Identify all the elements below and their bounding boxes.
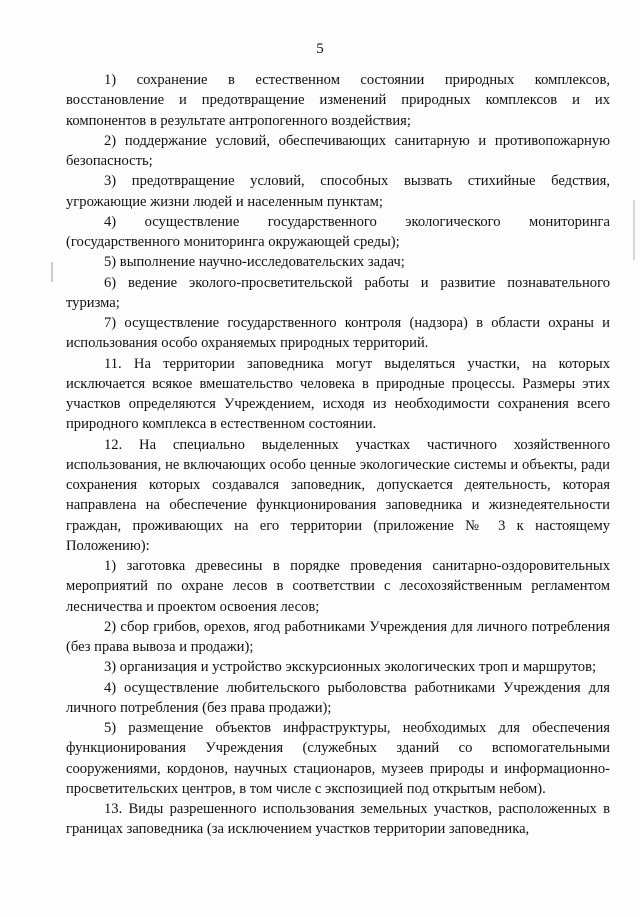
list-item-3: 3) предотвращение условий, способных вызвать стихийные бедствия, угрожающие жизни людей и населенным пунктам; xyxy=(66,173,610,210)
list-item-1: 1) сохранение в естественном состоянии природных комплексов, восстановление и предотвращение изменений природных комплексов и их компонентов в результате антропогенного воздействия; xyxy=(66,72,610,129)
clause-12: 12. На специально выделенных участках частичного хозяйственного использования, не включающих особо ценные экологические системы и объекты, ради сохранения которых создавался заповедник, допускается деятельность, которая направлена на обеспечение функционирования заповедника и жизнедеятельности граждан, проживающих на его территории (приложение № 3 к настоящему Положению): xyxy=(66,436,610,554)
clause-12-item-1: 1) заготовка древесины в порядке проведения санитарно-оздоровительных мероприятий по охране лесов в соответствии с лесохозяйственным регламентом лесничества и проектом освоения лесов; xyxy=(66,558,610,615)
list-item-7: 7) осуществление государственного контроля (надзора) в области охраны и использования особо охраняемых природных территорий. xyxy=(66,315,610,352)
list-item-5: 5) выполнение научно-исследовательских задач; xyxy=(104,254,405,271)
list-item-2: 2) поддержание условий, обеспечивающих санитарную и противопожарную безопасность; xyxy=(66,132,610,169)
list-item-4: 4) осуществление государственного экологического мониторинга (государственного мониторинга окружающей среды); xyxy=(66,213,610,250)
list-item-6: 6) ведение эколого-просветительской работы и развитие познавательного туризма; xyxy=(66,274,610,311)
document-body xyxy=(66,70,610,840)
clause-13: 13. Виды разрешенного использования земельных участков, расположенных в границах заповедника (за исключением участков территории заповедника, xyxy=(66,801,610,838)
page-number: 5 xyxy=(316,41,324,57)
clause-12-item-4: 4) осуществление любительского рыболовства работниками Учреждения для личного потребления (без права продажи); xyxy=(66,679,610,716)
clause-12-item-2: 2) сбор грибов, орехов, ягод работниками Учреждения для личного потребления (без права вывоза и продажи); xyxy=(66,618,610,655)
clause-12-item-3: 3) организация и устройство экскурсионных экологических троп и маршрутов; xyxy=(104,659,597,676)
clause-12-item-5: 5) размещение объектов инфраструктуры, необходимых для обеспечения функционирования Учреждения (служебных зданий со вспомогательными сооружениями, кордонов, научных стационаров, музеев природы и информационно-просветительских центров, в том числе с экспозицией под открытым небом). xyxy=(66,720,610,797)
clause-11: 11. На территории заповедника могут выделяться участки, на которых исключается всякое вмешательство человека в природные процессы. Размеры этих участков определяются Учреждением, исходя из необходимости сохранения всего природного комплекса в естественном состоянии. xyxy=(66,355,610,433)
